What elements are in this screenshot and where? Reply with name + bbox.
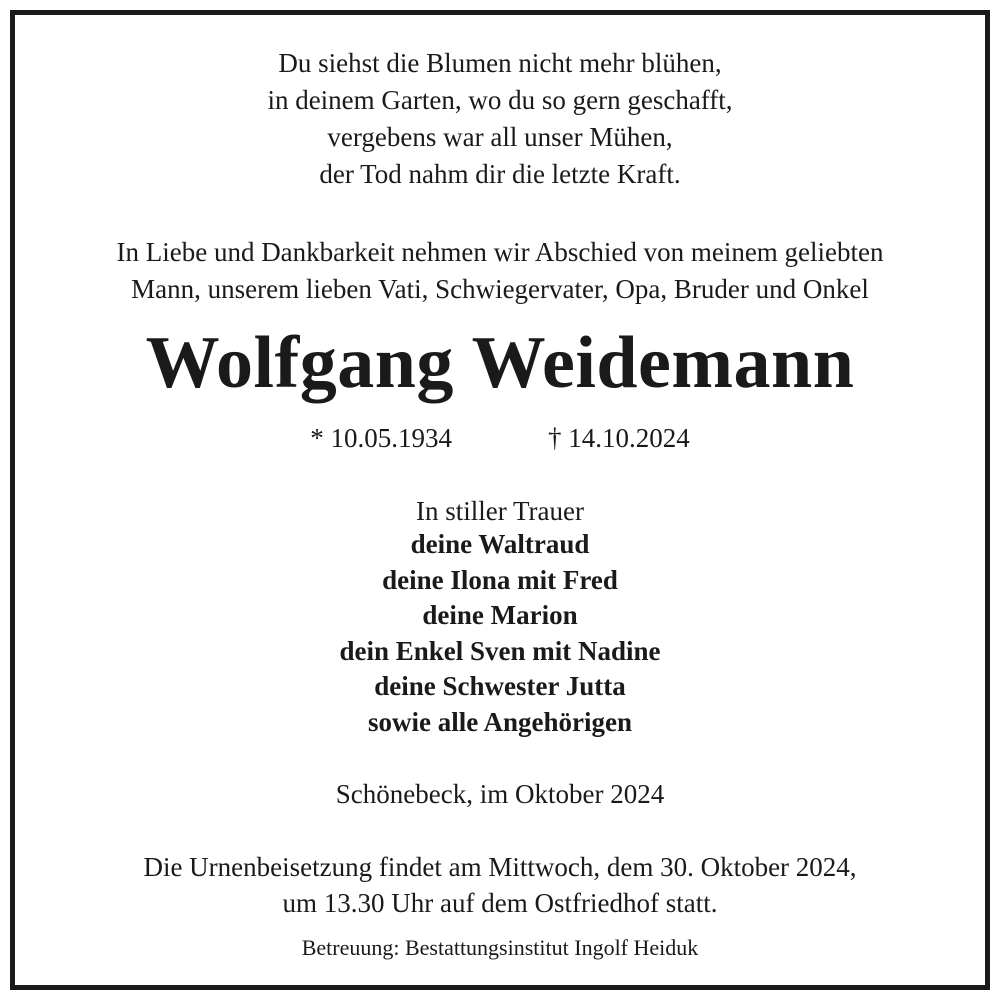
poem-line: vergebens war all unser Mühen, (327, 122, 673, 152)
funeral-line: Die Urnenbeisetzung findet am Mittwoch, dem 30. Oktober 2024, (143, 852, 857, 882)
place-date: Schönebeck, im Oktober 2024 (335, 779, 665, 809)
poem-line: Du siehst die Blumen nicht mehr blühen, (278, 48, 722, 78)
poem-line: in deinem Garten, wo du so gern geschafft, (267, 85, 733, 115)
intro-line: In Liebe und Dankbarkeit nehmen wir Abschied von meinem geliebten (116, 237, 884, 267)
mourner: sowie alle Angehörigen (368, 706, 632, 737)
mourner: dein Enkel Sven mit Nadine (339, 635, 661, 666)
funeral-notice (15, 849, 985, 921)
birth-date: * 10.05.1934 (310, 423, 452, 453)
mourner: deine Marion (422, 600, 578, 631)
farewell-intro (15, 234, 985, 308)
funeral-home-credit: Betreuung: Bestattungsinstitut Ingolf Heiduk (301, 935, 699, 960)
funeral-line: um 13.30 Uhr auf dem Ostfriedhof statt. (282, 888, 718, 918)
mourning-title: In stiller Trauer (416, 496, 584, 526)
obituary-frame (10, 10, 990, 990)
intro-line: Mann, unserem lieben Vati, Schwiegervater, Opa, Bruder und Onkel (131, 274, 869, 304)
mourners-list (15, 527, 985, 741)
death-date: † 14.10.2024 (548, 423, 690, 453)
mourner: deine Schwester Jutta (374, 671, 626, 702)
poem (15, 45, 985, 193)
life-dates (15, 420, 985, 456)
mourner: deine Ilona mit Fred (382, 564, 618, 595)
mourner: deine Waltraud (410, 529, 590, 559)
deceased-name: Wolfgang Weidemann (145, 322, 855, 404)
poem-line: der Tod nahm dir die letzte Kraft. (319, 159, 681, 189)
